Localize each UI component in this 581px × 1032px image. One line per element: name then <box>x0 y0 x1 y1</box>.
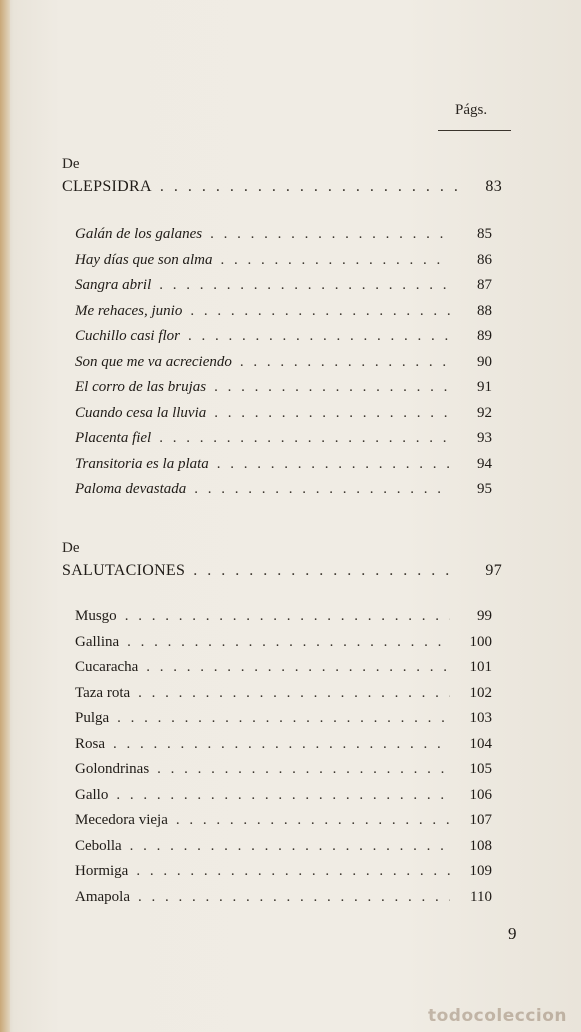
entry-page-number: 107 <box>469 812 492 828</box>
entry-title: Cebolla <box>75 837 122 854</box>
entry-title: Paloma devastada <box>75 481 187 497</box>
dot-leader <box>116 787 450 804</box>
entry-title: Galán de los galanes <box>75 226 203 242</box>
entry-title: Hormiga <box>75 863 129 879</box>
toc-entry[interactable] <box>75 481 492 507</box>
toc-entry[interactable] <box>75 379 492 405</box>
entries-clepsidra <box>75 226 492 507</box>
entry-title: Taza rota <box>75 684 131 701</box>
entry-title: Transitoria es la plata <box>75 455 209 472</box>
entry-page-number: 99 <box>477 608 492 624</box>
toc-entry[interactable] <box>75 277 492 303</box>
toc-entry[interactable] <box>75 685 492 711</box>
entry-title: Rosa <box>75 735 105 752</box>
dot-leader <box>194 481 450 498</box>
dot-leader <box>157 761 450 778</box>
entry-page-number: 105 <box>469 761 492 777</box>
entry-title: Gallo <box>75 786 109 803</box>
dot-leader <box>240 354 450 371</box>
entry-page-number: 95 <box>477 481 492 497</box>
dot-leader <box>214 379 450 396</box>
book-spine-edge <box>0 0 10 1032</box>
header-underline <box>438 130 511 131</box>
toc-entry[interactable] <box>75 838 492 864</box>
entry-page-number: 88 <box>477 302 492 319</box>
entry-title: Pulga <box>75 710 110 726</box>
entry-title: Placenta fiel <box>75 430 152 446</box>
entry-title: Me rehaces, junio <box>75 302 183 319</box>
entry-title: Cuchillo casi flor <box>75 328 180 344</box>
entry-title: Cucaracha <box>75 659 139 675</box>
entry-page-number: 94 <box>477 455 492 472</box>
entry-title: Golondrinas <box>75 761 150 777</box>
entry-page-number: 91 <box>477 379 492 395</box>
entry-page-number: 101 <box>469 659 492 675</box>
toc-entry[interactable] <box>75 430 492 456</box>
dot-leader <box>217 456 450 473</box>
dot-leader <box>125 608 450 625</box>
section-title: SALUTACIONES <box>62 562 186 579</box>
dot-leader <box>188 328 450 345</box>
entry-page-number: 102 <box>469 684 492 701</box>
dot-leader <box>159 277 450 294</box>
entry-page-number: 89 <box>477 328 492 344</box>
dot-leader <box>138 889 450 906</box>
section-clepsidra <box>62 156 502 196</box>
toc-entry[interactable] <box>75 608 492 634</box>
toc-entry[interactable] <box>75 761 492 787</box>
dot-leader <box>136 863 450 880</box>
toc-entry[interactable] <box>75 405 492 431</box>
entry-page-number: 103 <box>469 710 492 726</box>
dot-leader <box>214 405 450 422</box>
dot-leader <box>193 562 460 580</box>
entry-page-number: 93 <box>477 430 492 446</box>
entry-title: Hay días que son alma <box>75 251 213 268</box>
dot-leader <box>146 659 450 676</box>
toc-entry[interactable] <box>75 812 492 838</box>
section-page-number: 83 <box>485 178 502 195</box>
entry-page-number: 106 <box>469 786 492 803</box>
entry-title: Cuando cesa la lluvia <box>75 404 207 421</box>
dot-leader <box>210 226 450 243</box>
entry-title: Mecedora vieja <box>75 812 168 828</box>
toc-entry[interactable] <box>75 787 492 813</box>
entry-page-number: 109 <box>469 863 492 879</box>
entry-title: Gallina <box>75 633 120 650</box>
entries-salutaciones <box>75 608 492 914</box>
section-title: CLEPSIDRA <box>62 178 152 195</box>
toc-entry[interactable] <box>75 634 492 660</box>
entry-page-number: 92 <box>477 404 492 421</box>
dot-leader <box>221 252 451 269</box>
toc-entry[interactable] <box>75 456 492 482</box>
toc-entry[interactable] <box>75 252 492 278</box>
toc-entry[interactable] <box>75 736 492 762</box>
section-salutaciones <box>62 540 502 580</box>
dot-leader <box>160 178 460 196</box>
dot-leader <box>138 685 450 702</box>
entry-title: Musgo <box>75 608 117 624</box>
toc-entry[interactable] <box>75 659 492 685</box>
toc-entry[interactable] <box>75 354 492 380</box>
page-number: 9 <box>508 924 517 943</box>
entry-title: Amapola <box>75 888 130 905</box>
dot-leader <box>117 710 450 727</box>
dot-leader <box>113 736 450 753</box>
entry-page-number: 87 <box>477 277 492 293</box>
toc-entry[interactable] <box>75 889 492 915</box>
section-heading-row[interactable] <box>62 178 502 196</box>
entry-title: Sangra abril <box>75 277 152 293</box>
entry-page-number: 100 <box>469 633 492 650</box>
section-prefix: De <box>62 156 80 172</box>
section-page-number: 97 <box>485 562 502 579</box>
entry-page-number: 110 <box>470 888 492 905</box>
entry-page-number: 86 <box>477 251 492 268</box>
toc-entry[interactable] <box>75 303 492 329</box>
section-heading-row[interactable] <box>62 562 502 580</box>
toc-entry[interactable] <box>75 863 492 889</box>
watermark-logo: todocoleccion <box>427 1006 567 1026</box>
entry-page-number: 85 <box>477 226 492 242</box>
dot-leader <box>130 838 450 855</box>
entry-page-number: 104 <box>469 735 492 752</box>
entry-title: El corro de las brujas <box>75 379 207 395</box>
dot-leader <box>190 303 450 320</box>
pages-column-header: Págs. <box>455 102 488 118</box>
dot-leader <box>127 634 450 651</box>
toc-entry[interactable] <box>75 328 492 354</box>
dot-leader <box>159 430 450 447</box>
entry-page-number: 108 <box>469 837 492 854</box>
entry-title: Son que me va acreciendo <box>75 353 232 370</box>
toc-entry[interactable] <box>75 226 492 252</box>
section-prefix: De <box>62 540 80 556</box>
entry-page-number: 90 <box>477 353 492 370</box>
toc-entry[interactable] <box>75 710 492 736</box>
dot-leader <box>176 812 450 829</box>
